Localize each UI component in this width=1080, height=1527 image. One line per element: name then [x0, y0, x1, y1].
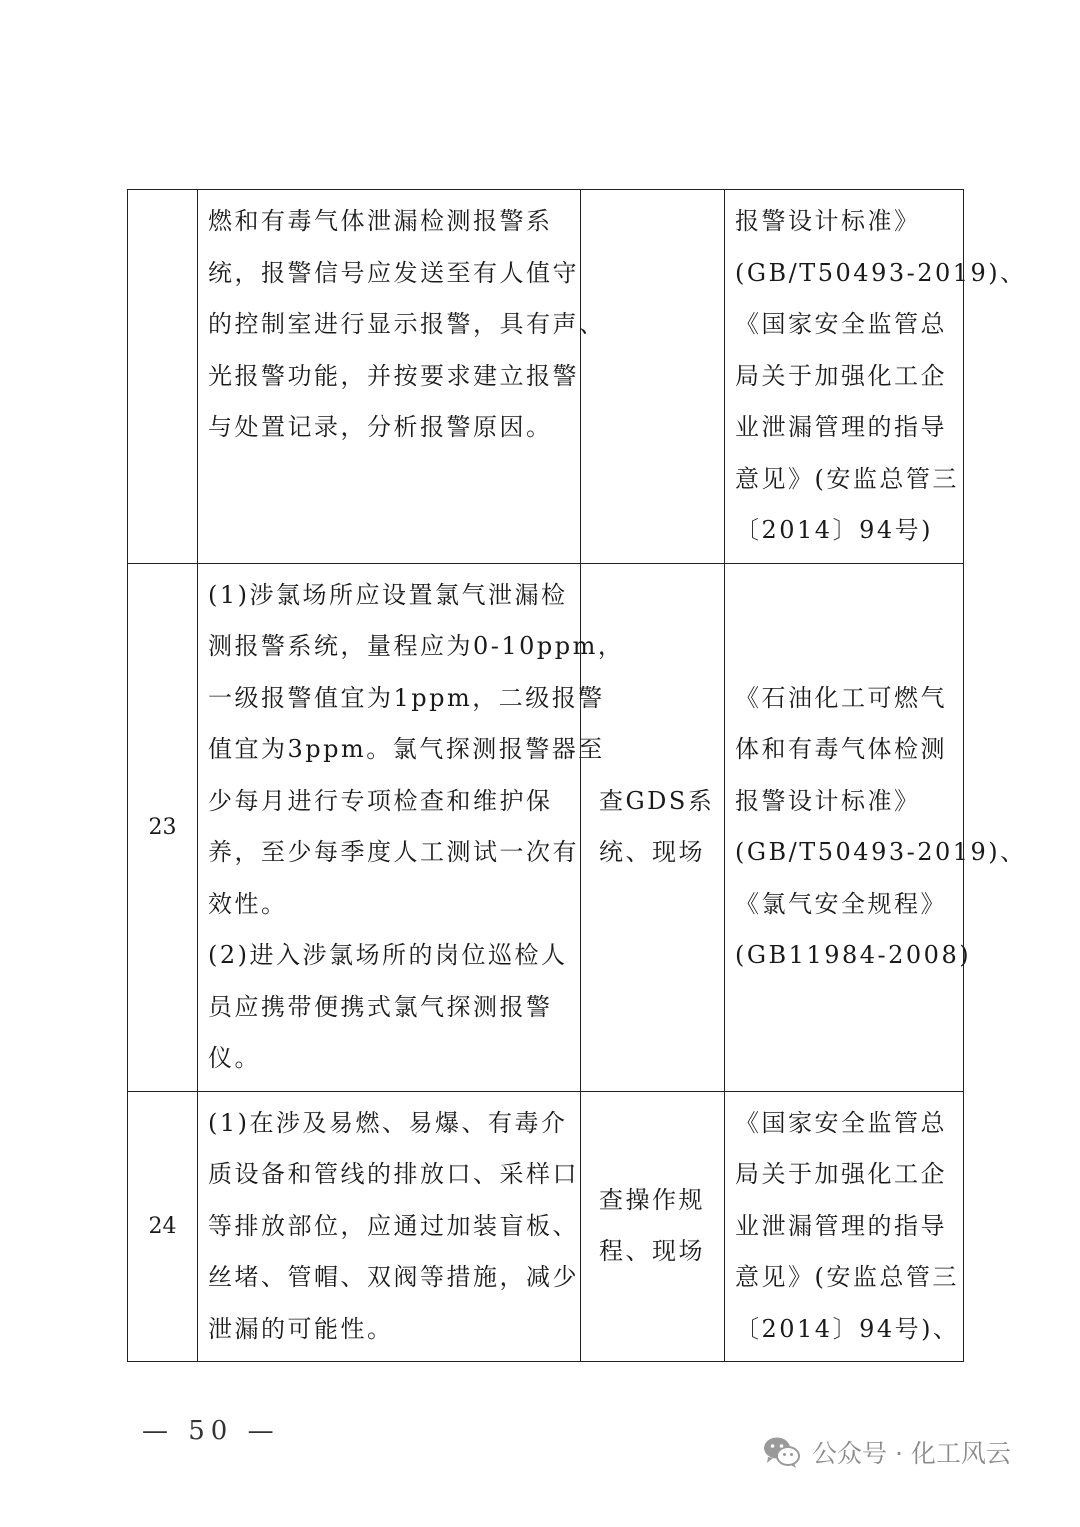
text-line: 意见》(安监总管三: [735, 464, 959, 493]
text-line: 的控制室进行显示报警，具有声、: [208, 310, 606, 338]
table-row: [128, 563, 964, 1091]
text-line: 查GDS系: [599, 786, 715, 815]
text-line: (1)涉氯场所应设置氯气泄漏检: [208, 580, 568, 609]
row-number-cell: [128, 563, 198, 1091]
check-method-text: [581, 776, 724, 879]
basis-text: [725, 190, 1027, 563]
requirement-cell: [198, 1091, 581, 1362]
text-line: 程、现场: [599, 1237, 705, 1266]
text-line: 光报警功能，并按要求建立报警: [208, 361, 579, 390]
text-line: (GB/T50493-2019)、: [735, 838, 1027, 866]
text-line: 一级报警值宜为1ppm，二级报警: [208, 683, 605, 712]
basis-text: [725, 1092, 963, 1362]
text-line: 《国家安全监管总: [735, 1108, 947, 1137]
regulation-table: [127, 189, 1027, 1362]
text-line: 意见》(安监总管三: [735, 1263, 959, 1291]
text-line: 丝堵、管帽、双阀等措施，减少: [208, 1263, 579, 1291]
row-number: 24: [148, 1213, 177, 1239]
basis-cell: [725, 1091, 964, 1362]
basis-cell: [725, 563, 1027, 1091]
text-line: 质设备和管线的排放口、采样口: [208, 1160, 579, 1188]
text-line: 查操作规: [599, 1185, 705, 1214]
row-number-cell: [128, 1091, 198, 1362]
text-line: 局关于加强化工企: [735, 361, 947, 390]
page-number: — 50 —: [142, 1416, 280, 1446]
text-line: 仪。: [208, 1044, 261, 1072]
row-number: 23: [148, 814, 177, 840]
table-row: [128, 190, 964, 564]
watermark: [762, 1434, 1011, 1470]
check-method-text: [581, 1175, 724, 1278]
text-line: (GB11984-2008): [735, 941, 972, 969]
text-line: 养，至少每季度人工测试一次有: [208, 838, 579, 866]
text-line: (1)在涉及易燃、易爆、有毒介: [208, 1108, 568, 1137]
requirement-cell: [198, 563, 625, 1091]
text-line: 〔2014〕94号)、: [735, 1314, 960, 1343]
text-line: 等排放部位，应通过加装盲板、: [208, 1211, 579, 1240]
basis-cell: [725, 190, 1027, 564]
text-line: 测报警系统，量程应为0-10ppm，: [208, 632, 625, 660]
wechat-icon: [762, 1435, 802, 1469]
text-line: 《氯气安全规程》: [735, 889, 947, 918]
text-line: (2)进入涉氯场所的岗位巡检人: [208, 941, 568, 969]
text-line: 少每月进行专项检查和维护保: [208, 786, 553, 815]
text-line: 与处置记录，分析报警原因。: [208, 413, 553, 441]
text-line: 《国家安全监管总: [735, 310, 947, 338]
text-line: 体和有毒气体检测: [735, 735, 947, 763]
text-line: 燃和有毒气体泄漏检测报警系: [208, 207, 553, 235]
text-line: 《石油化工可燃气: [735, 683, 947, 712]
text-line: 局关于加强化工企: [735, 1160, 947, 1188]
text-line: 〔2014〕94号): [735, 516, 933, 544]
check-method-cell: [581, 1091, 725, 1362]
requirement-cell: [198, 190, 606, 564]
text-line: 报警设计标准》: [735, 786, 921, 815]
text-line: 统，报警信号应发送至有人值守: [208, 258, 579, 287]
text-line: 业泄漏管理的指导: [735, 1211, 947, 1240]
text-line: 统、现场: [599, 838, 705, 866]
text-line: 泄漏的可能性。: [208, 1314, 394, 1343]
basis-text: [725, 667, 1027, 988]
table-row: [128, 1091, 964, 1362]
text-line: 效性。: [208, 889, 288, 918]
text-line: (GB/T50493-2019)、: [735, 258, 1027, 287]
requirement-text: [198, 564, 625, 1091]
row-number-cell: [128, 190, 198, 564]
text-line: 员应携带便携式氯气探测报警: [208, 992, 553, 1021]
requirement-text: [198, 1092, 580, 1362]
text-line: 报警设计标准》: [735, 207, 921, 235]
text-line: 值宜为3ppm。氯气探测报警器至: [208, 735, 605, 763]
check-method-cell: [581, 190, 725, 564]
watermark-text: 公众号 · 化工风云: [812, 1439, 1011, 1468]
text-line: 业泄漏管理的指导: [735, 413, 947, 441]
requirement-text: [198, 190, 606, 460]
